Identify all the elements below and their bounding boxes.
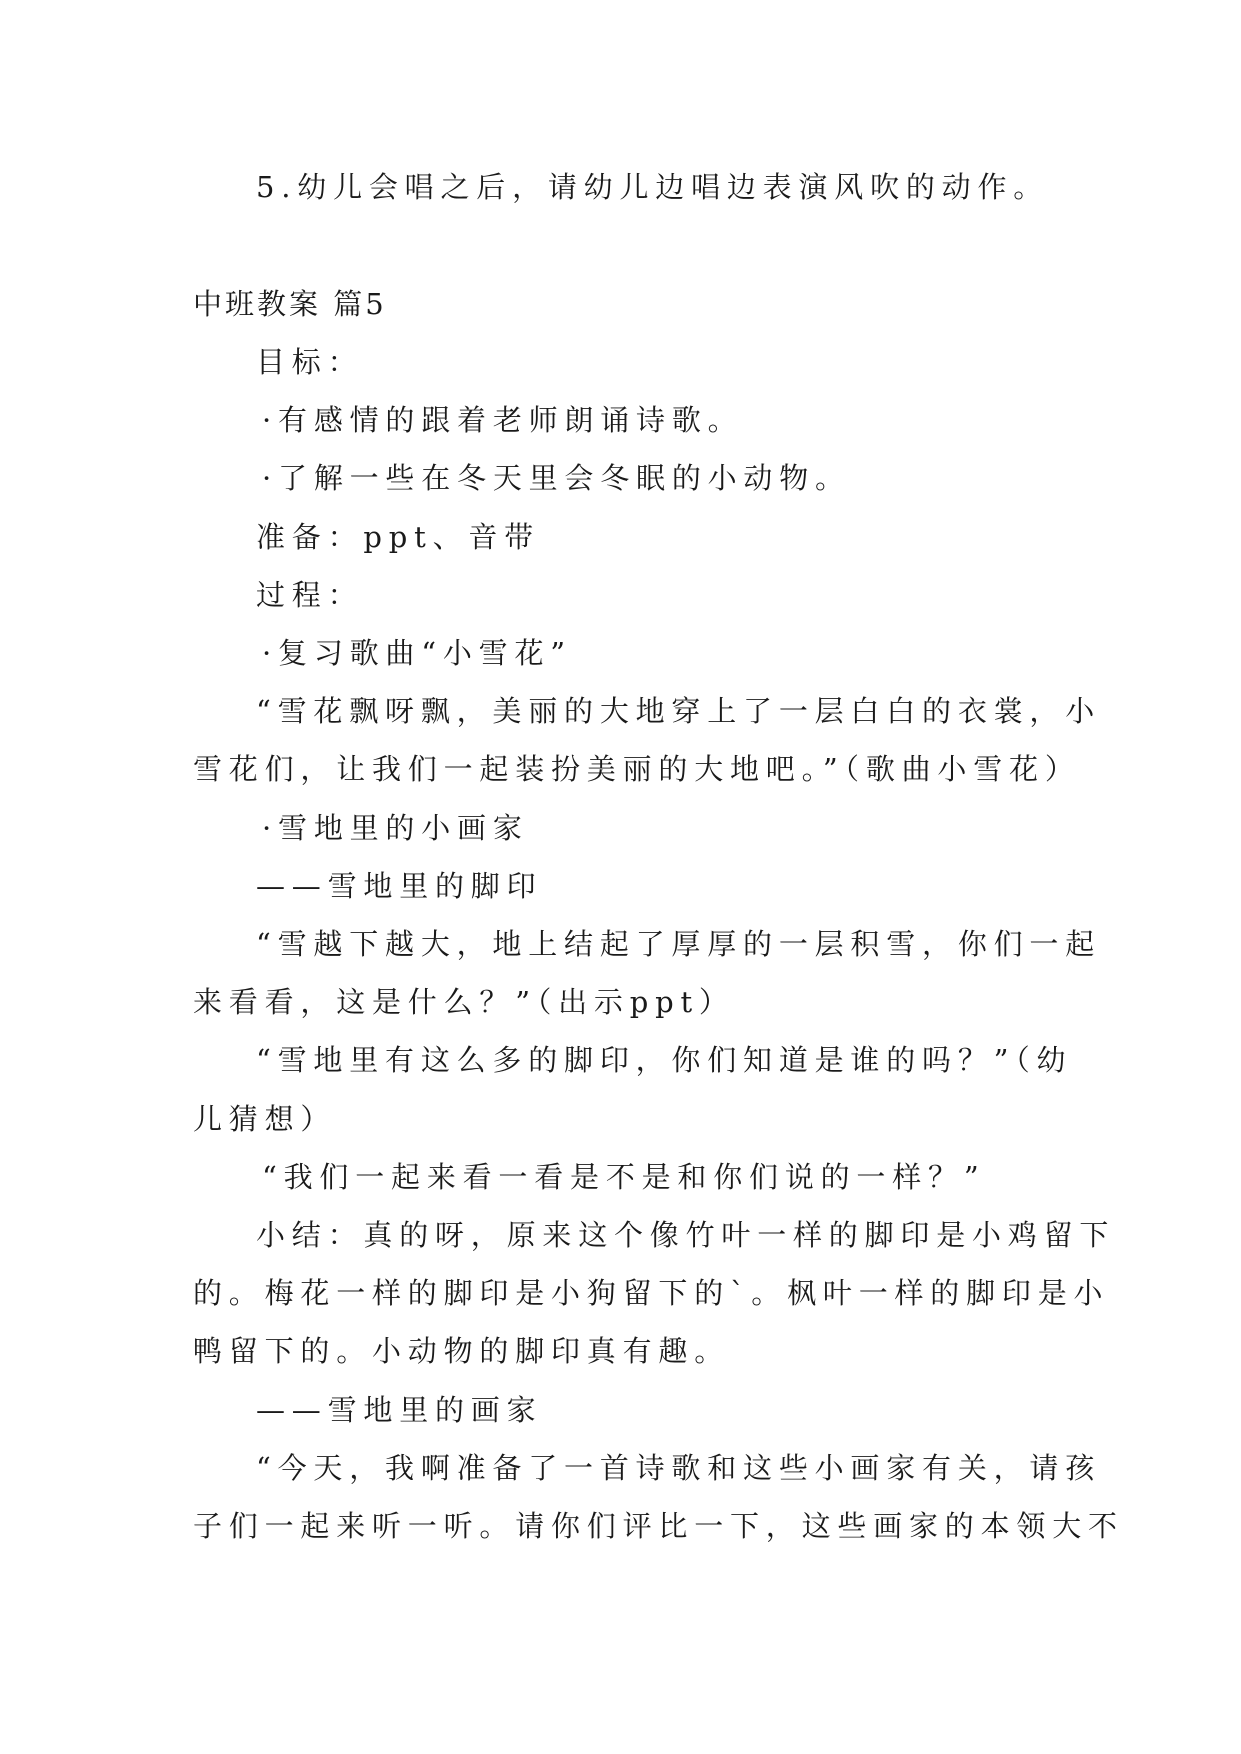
- paragraph-line: 雪花们，让我们一起装扮美丽的大地吧。”（歌曲小雪花）: [193, 752, 1081, 786]
- subsection-painter: ——雪地里的画家: [256, 1393, 543, 1427]
- paragraph-line: “雪花飘呀飘，美丽的大地穿上了一层白白的衣裳，小: [256, 694, 1102, 728]
- summary-line: 的。梅花一样的脚印是小狗留下的`。枫叶一样的脚印是小: [193, 1276, 1110, 1310]
- summary-line: 鸭留下的。小动物的脚印真有趣。: [193, 1334, 731, 1368]
- paragraph-line: “我们一起来看一看是不是和你们说的一样？”: [262, 1160, 986, 1194]
- preparation-text: 准备：ppt、音带: [256, 520, 540, 554]
- paragraph-line: “雪地里有这么多的脚印，你们知道是谁的吗？”（幼: [256, 1043, 1073, 1077]
- goal-label: 目标：: [256, 345, 364, 379]
- section-heading: 中班教案 篇5: [193, 287, 387, 321]
- paragraph-line: “今天，我啊准备了一首诗歌和这些小画家有关，请孩: [256, 1451, 1102, 1485]
- paragraph-line: “雪越下越大，地上结起了厚厚的一层积雪，你们一起: [256, 927, 1102, 961]
- process-item-little-painter: ·雪地里的小画家: [262, 811, 529, 845]
- process-item-review-song: ·复习歌曲“小雪花”: [262, 636, 572, 670]
- process-label: 过程：: [256, 578, 364, 612]
- paragraph-line: 儿猜想）: [193, 1102, 337, 1136]
- paragraph-line: 子们一起来听一听。请你们评比一下，这些画家的本领大不: [193, 1509, 1124, 1543]
- goal-item-1: ·有感情的跟着老师朗诵诗歌。: [262, 403, 744, 437]
- subsection-footprints: ——雪地里的脚印: [256, 869, 543, 903]
- summary-line: 小结：真的呀，原来这个像竹叶一样的脚印是小鸡留下: [256, 1218, 1116, 1252]
- goal-item-2: ·了解一些在冬天里会冬眠的小动物。: [262, 461, 851, 495]
- paragraph-line: 来看看，这是什么？”（出示ppt）: [193, 985, 735, 1019]
- step-5-text: 5.幼儿会唱之后，请幼儿边唱边表演风吹的动作。: [256, 170, 1050, 204]
